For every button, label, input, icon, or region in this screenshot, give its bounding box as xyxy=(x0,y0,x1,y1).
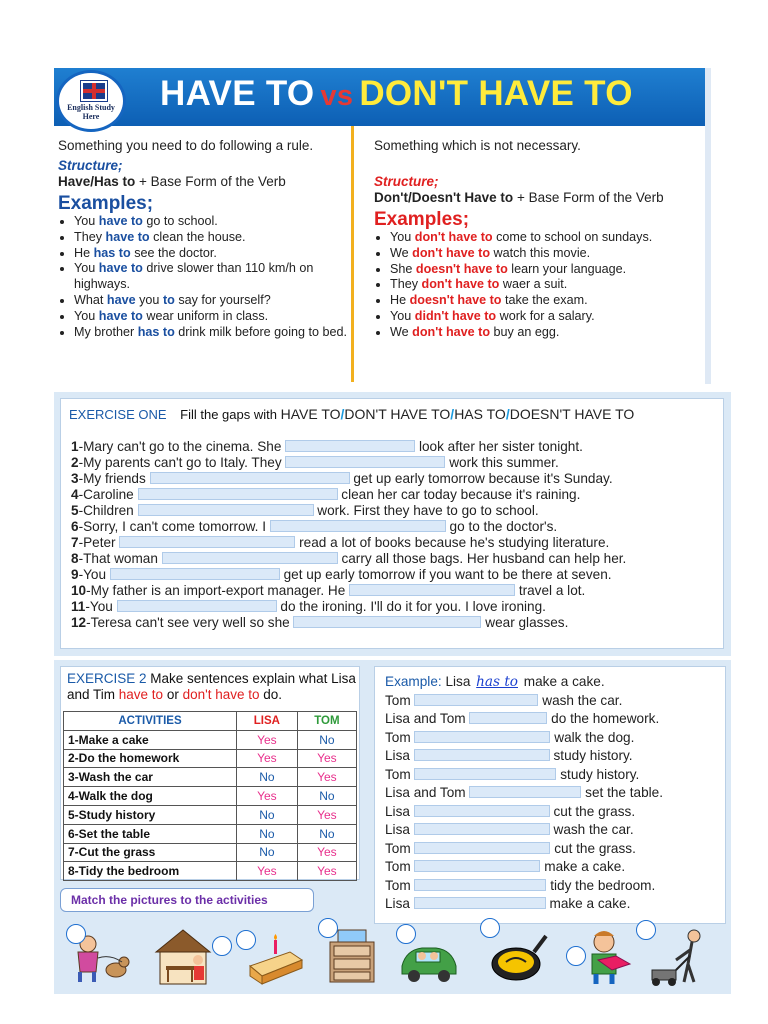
have-to-definition: Something you need to do following a rule. xyxy=(58,138,314,153)
answer-circle[interactable] xyxy=(480,918,500,938)
sentence-item: Tom tidy the bedroom. xyxy=(385,877,656,893)
have-to-example: • You have to wear uniform in class. xyxy=(74,309,348,325)
dont-have-to-structure: Don't/Doesn't Have to + Base Form of the Verb xyxy=(374,190,664,205)
lisa-cell: No xyxy=(237,805,298,824)
sentence-item: Lisa make a cake. xyxy=(385,896,631,911)
bedroom-picture-icon xyxy=(322,926,384,988)
answer-circle[interactable] xyxy=(236,930,256,950)
activities-header: ACTIVITIES xyxy=(64,712,237,731)
dont-have-to-example: • You didn't have to work for a salary. xyxy=(390,309,704,325)
exercise-one-item: 6-Sorry, I can't come tomorrow. I go to the doctor's. xyxy=(71,519,558,534)
panel-edge xyxy=(705,68,711,384)
dont-have-to-example: • We don't have to buy an egg. xyxy=(390,325,704,341)
exercise-one-item: 7-Peter read a lot of books because he's studying literature. xyxy=(71,535,610,550)
tom-cell: No xyxy=(297,824,356,843)
lawnmower-picture-icon xyxy=(646,926,708,988)
answer-blank[interactable] xyxy=(469,712,547,724)
answer-circle[interactable] xyxy=(318,918,338,938)
exercise-one-options xyxy=(281,406,635,422)
table-row xyxy=(64,862,357,881)
dog-walk-picture-icon xyxy=(70,926,132,988)
tom-cell: No xyxy=(297,730,356,749)
exercise-one-item: 3-My friends get up early tomorrow because it's Sunday. xyxy=(71,471,613,486)
answer-blank[interactable] xyxy=(414,897,546,909)
sentence-item: Lisa study history. xyxy=(385,748,633,763)
tom-cell: Yes xyxy=(297,843,356,862)
tom-cell: Yes xyxy=(297,768,356,787)
lisa-cell: Yes xyxy=(237,730,298,749)
example-sentence: Example: Lisa has to make a cake. xyxy=(385,674,605,690)
exercise-two-sentences-box xyxy=(374,666,726,924)
exercise-one-item: 1-Mary can't go to the cinema. She look after her sister tonight. xyxy=(71,439,583,454)
lisa-cell: No xyxy=(237,824,298,843)
exercise-one-box xyxy=(60,398,724,649)
exercise-one-item: 9-You get up early tomorrow if you want to be there at seven. xyxy=(71,567,612,582)
activity-cell: 4-Walk the dog xyxy=(64,787,237,806)
tom-cell: Yes xyxy=(297,805,356,824)
tom-header: TOM xyxy=(297,712,356,731)
sentence-item: Lisa and Tom do the homework. xyxy=(385,711,660,726)
answer-circle[interactable] xyxy=(566,946,586,966)
table-row xyxy=(64,805,357,824)
table-row xyxy=(64,824,357,843)
answer-blank[interactable] xyxy=(414,694,538,706)
lisa-header: LISA xyxy=(237,712,298,731)
answer-blank[interactable] xyxy=(349,584,515,596)
lisa-cell: Yes xyxy=(237,749,298,768)
answer-blank[interactable] xyxy=(117,600,277,612)
dont-have-to-examples xyxy=(374,230,704,341)
exercise-two-sentence-list xyxy=(385,673,663,914)
activity-cell: 6-Set the table xyxy=(64,824,237,843)
page-title: HAVE TO vs DON'T HAVE TO xyxy=(160,74,633,113)
exercise-two-instruction: EXERCISE 2 Make sentences explain what Lisa and Tim have to or don't have to do. xyxy=(67,671,356,702)
study-picture-icon xyxy=(576,926,638,988)
answer-blank[interactable] xyxy=(285,456,445,468)
activity-cell: 2-Do the homework xyxy=(64,749,237,768)
homework-picture-icon xyxy=(486,926,548,988)
activities-table xyxy=(63,711,357,881)
lisa-cell: No xyxy=(237,768,298,787)
logo-text: English Study Here xyxy=(67,103,115,121)
activity-cell: 3-Wash the car xyxy=(64,768,237,787)
dont-have-to-example: • You don't have to come to school on sundays. xyxy=(390,230,704,246)
exercise-one-item: 2-My parents can't go to Italy. They work this summer. xyxy=(71,455,559,470)
have-to-example: • You have to drive slower than 110 km/h on highways. xyxy=(74,261,348,293)
table-row xyxy=(64,730,357,749)
table-row xyxy=(64,768,357,787)
answer-blank[interactable] xyxy=(119,536,295,548)
answer-blank[interactable] xyxy=(285,440,415,452)
option-separator: / xyxy=(450,406,455,422)
have-to-examples xyxy=(58,214,348,340)
logo xyxy=(56,70,126,132)
exercise-one-panel xyxy=(54,392,731,656)
activity-cell: 5-Study history xyxy=(64,805,237,824)
examples-label: Examples; xyxy=(374,209,470,230)
sentence-item: Tom make a cake. xyxy=(385,859,626,874)
exercise-one-item: 8-That woman carry all those bags. Her husband can help her. xyxy=(71,551,627,566)
answer-circle[interactable] xyxy=(396,924,416,944)
dont-have-to-column xyxy=(374,138,704,341)
structure-label: Structure; xyxy=(58,158,123,173)
exercise-one-item: 5-Children work. First they have to go to school. xyxy=(71,503,539,518)
answer-blank[interactable] xyxy=(414,805,550,817)
answer-circle[interactable] xyxy=(636,920,656,940)
sentence-item: Tom wash the car. xyxy=(385,692,623,708)
exercise-one-title: EXERCISE ONE Fill the gaps with HAVE TO/DON'T HAVE TO/HAS TO/DOESN'T HAVE TO xyxy=(69,406,635,422)
exercise-one-item: 12-Teresa can't see very well so she wear glasses. xyxy=(71,615,569,630)
answer-circle[interactable] xyxy=(212,936,232,956)
table-header-row xyxy=(64,712,357,731)
answer-blank[interactable] xyxy=(469,786,581,798)
answer-blank[interactable] xyxy=(150,472,350,484)
activity-cell: 1-Make a cake xyxy=(64,730,237,749)
examples-label: Examples; xyxy=(58,193,154,214)
lisa-cell: Yes xyxy=(237,862,298,881)
exercise-two-panel xyxy=(54,660,731,994)
activity-pictures xyxy=(68,926,718,990)
match-pictures-label: Match the pictures to the activities xyxy=(60,888,314,912)
sentence-item: Tom study history. xyxy=(385,766,640,782)
dont-have-to-definition: Something which is not necessary. xyxy=(374,138,581,153)
option-separator: / xyxy=(505,406,510,422)
answer-blank[interactable] xyxy=(110,568,280,580)
answer-blank[interactable] xyxy=(414,879,546,891)
sentence-item: Tom cut the grass. xyxy=(385,840,636,856)
lisa-cell: Yes xyxy=(237,787,298,806)
have-to-column xyxy=(58,138,348,340)
table-row xyxy=(64,843,357,862)
have-to-example: • He has to see the doctor. xyxy=(74,246,348,262)
dont-have-to-example: • We don't have to watch this movie. xyxy=(390,246,704,262)
activity-cell: 8-Tidy the bedroom xyxy=(64,862,237,881)
answer-blank[interactable] xyxy=(414,842,550,854)
option: HAVE TO xyxy=(280,406,341,422)
sentence-item: Lisa wash the car. xyxy=(385,822,634,837)
have-to-example: • My brother has to drink milk before going to bed. xyxy=(74,325,348,341)
answer-blank[interactable] xyxy=(293,616,481,628)
answer-blank[interactable] xyxy=(414,768,556,780)
answer-blank[interactable] xyxy=(270,520,446,532)
grammar-panel xyxy=(54,68,705,384)
option: DOESN'T HAVE TO xyxy=(509,406,635,422)
uk-flag-icon xyxy=(81,81,107,101)
exercise-one-item: 11-You do the ironing. I'll do it for you. I love ironing. xyxy=(71,599,546,614)
column-divider xyxy=(351,126,354,382)
wash-car-picture-icon xyxy=(398,926,460,988)
answer-blank[interactable] xyxy=(414,860,540,872)
option: HAS TO xyxy=(454,406,506,422)
exercise-one-list xyxy=(71,439,719,631)
title-banner xyxy=(54,68,705,126)
dont-have-to-example: • He doesn't have to take the exam. xyxy=(390,293,704,309)
answer-blank[interactable] xyxy=(414,749,550,761)
have-to-example: • What have you to say for yourself? xyxy=(74,293,348,309)
answer-blank[interactable] xyxy=(138,504,314,516)
set-table-picture-icon xyxy=(152,926,214,988)
answer-blank[interactable] xyxy=(414,823,550,835)
tom-cell: Yes xyxy=(297,749,356,768)
table-row xyxy=(64,749,357,768)
option-separator: / xyxy=(340,406,345,422)
activity-cell: 7-Cut the grass xyxy=(64,843,237,862)
answer-blank[interactable] xyxy=(414,731,550,743)
tom-cell: No xyxy=(297,787,356,806)
answer-circle[interactable] xyxy=(66,924,86,944)
answer-blank[interactable] xyxy=(138,488,338,500)
sentence-item: Lisa and Tom set the table. xyxy=(385,785,664,800)
exercise-one-item: 10-My father is an import-export manager. He travel a lot. xyxy=(71,583,586,598)
tom-cell: Yes xyxy=(297,862,356,881)
dont-have-to-example: • She doesn't have to learn your language. xyxy=(390,262,704,278)
activities-table-body xyxy=(64,730,357,880)
cake-picture-icon xyxy=(244,926,306,988)
exercise-one-item: 4-Caroline clean her car today because it's raining. xyxy=(71,487,581,502)
sentence-item: Tom walk the dog. xyxy=(385,729,635,745)
have-to-structure: Have/Has to + Base Form of the Verb xyxy=(58,174,286,189)
answer-blank[interactable] xyxy=(162,552,338,564)
option: DON'T HAVE TO xyxy=(344,406,451,422)
table-row xyxy=(64,787,357,806)
structure-label: Structure; xyxy=(374,174,439,189)
exercise-two-box xyxy=(60,666,360,880)
lisa-cell: No xyxy=(237,843,298,862)
example-answer: has to xyxy=(476,674,518,690)
have-to-example: • They have to clean the house. xyxy=(74,230,348,246)
sentence-item: Lisa cut the grass. xyxy=(385,803,636,819)
dont-have-to-example: • They don't have to waer a suit. xyxy=(390,277,704,293)
have-to-example: • You have to go to school. xyxy=(74,214,348,230)
